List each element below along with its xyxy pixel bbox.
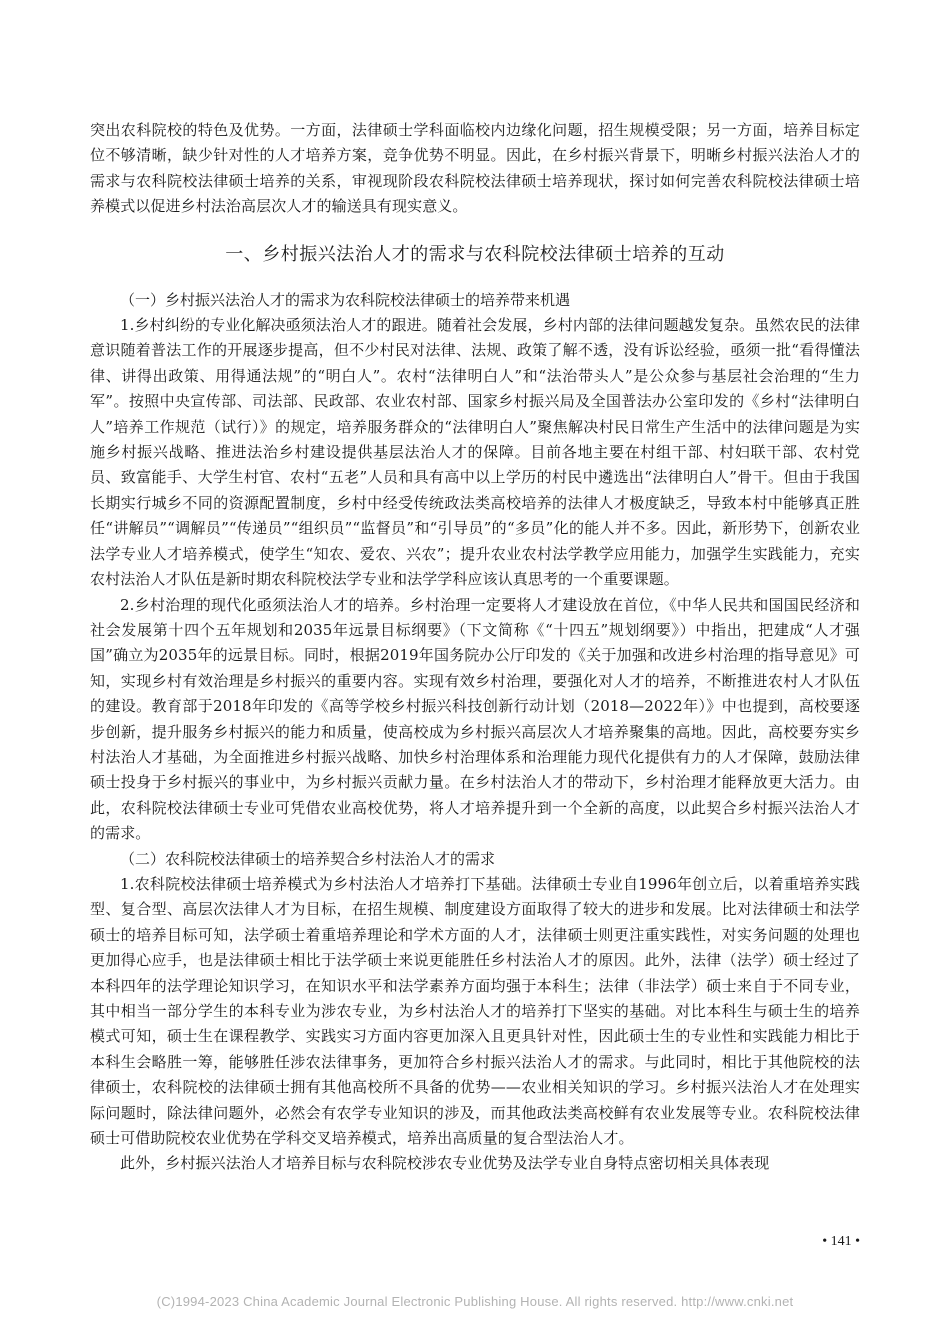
copyright-footer: (C)1994-2023 China Academic Journal Electronic Publishing House. All rights reserved. http://www.cnki.net — [156, 1294, 794, 1309]
article-body — [90, 118, 860, 1177]
subsection-heading-1: （一）乡村振兴法治人才的需求为农科院校法律硕士的培养带来机遇 — [120, 290, 571, 309]
paragraph-rural-governance: 2.乡村治理的现代化亟须法治人才的培养。乡村治理一定要将人才建设放在首位，《中华人民共和国国民经济和社会发展第十四个五年规划和2035年远景目标纲要》（下文简称《“十四五”规划纲要》）中指出，把建成“人才强国”确立为2035年的远景目标。同时，根据2019年国务院办公厅印发的《关于加强和改进乡村治理的指导意见》可知，实现乡村有效治理是乡村振兴的重要内容。实现有效乡村治理，要强化对人才的培养，不断推进农村人才队伍的建设。教育部于2018年印发的《高等学校乡村振兴科技创新行动计划（2018—2022年）》中也提到，高校要逐步创新，提升服务乡村振兴的能力和质量，使高校成为乡村振兴高层次人才培养聚集的高地。因此，高校要夯实乡村法治人才基础，为全面推进乡村振兴战略、加快乡村治理体系和治理能力现代化提供有力的人才保障，鼓励法律硕士投身于乡村振兴的事业中，为乡村振兴贡献力量。在乡村法治人才的带动下，乡村治理才能释放更大活力。由此，农科院校法律硕士专业可凭借农业高校优势，将人才培养提升到一个全新的高度，以此契合乡村振兴法治人才的需求。 — [90, 595, 860, 843]
section-title: 一、乡村振兴法治人才的需求与农科院校法律硕士培养的互动 — [225, 243, 725, 265]
subsection-heading-2: （二）农科院校法律硕士的培养契合乡村法治人才的需求 — [120, 849, 496, 868]
paragraph-moreover: 此外，乡村振兴法治人才培养目标与农科院校涉农专业优势及法学专业自身特点密切相关具体表现 — [120, 1154, 770, 1173]
intro-paragraph: 突出农科院校的特色及优势。一方面，法律硕士学科面临校内边缘化问题，招生规模受限；另一方面，培养目标定位不够清晰，缺少针对性的人才培养方案，竞争优势不明显。因此，在乡村振兴背景下，明晰乡村振兴法治人才的需求与农科院校法律硕士培养的关系，审视现阶段农科院校法律硕士培养现状，探讨如何完善农科院校法律硕士培养模式以促进乡村法治高层次人才的输送具有现实意义。 — [90, 121, 860, 216]
paragraph-rural-disputes: 1.乡村纠纷的专业化解决亟须法治人才的跟进。随着社会发展，乡村内部的法律问题越发复杂。虽然农民的法律意识随着普法工作的开展逐步提高，但不少村民对法律、法规、政策了解不透，没有诉讼经验，亟须一批“看得懂法律、讲得出政策、用得通法规”的“明白人”。农村“法律明白人”和“法治带头人”是公众参与基层社会治理的“生力军”。按照中央宣传部、司法部、民政部、农业农村部、国家乡村振兴局及全国普法办公室印发的《乡村“法律明白人”培养工作规范（试行）》的规定，培养服务群众的“法律明白人”聚焦解决村民日常生产生活中的法律问题是为实施乡村振兴战略、推进法治乡村建设提供基层法治人才的保障。目前各地主要在村组干部、村妇联干部、农村党员、致富能手、大学生村官、农村“五老”人员和具有高中以上学历的村民中遴选出“法律明白人”骨干。但由于我国长期实行城乡不同的资源配置制度，乡村中经受传统政法类高校培养的法律人才极度缺乏，导致本村中能够真正胜任“讲解员”“调解员”“传递员”“组织员”“监督员”和“引导员”的“多员”化的能人并不多。因此，新形势下，创新农业法学专业人才培养模式，使学生“知农、爱农、兴农”；提升农业农村法学教学应用能力，加强学生实践能力，充实农村法治人才队伍是新时期农科院校法学专业和法学学科应该认真思考的一个重要课题。 — [90, 316, 860, 589]
page-number: • 141 • — [822, 1234, 860, 1249]
paragraph-training-model: 1.农科院校法律硕士培养模式为乡村法治人才培养打下基础。法律硕士专业自1996年创立后，以着重培养实践型、复合型、高层次法律人才为目标，在招生规模、制度建设方面取得了较大的进步和发展。比对法律硕士和法学硕士的培养目标可知，法学硕士着重培养理论和学术方面的人才，法律硕士则更注重实践性，对实务问题的处理也更加得心应手，也是法律硕士相比于法学硕士来说更能胜任乡村法治人才的原因。此外，法律（法学）硕士经过了本科四年的法学理论知识学习，在知识水平和法学素养方面均强于本科生；法律（非法学）硕士来自于不同专业，其中相当一部分学生的本科专业为涉农专业，为乡村法治人才的培养打下坚实的基础。对比本科生与硕士生的培养模式可知，硕士生在课程教学、实践实习方面内容更加深入且更具针对性，因此硕士生的专业性和实践能力相比于本科生会略胜一筹，能够胜任涉农法律事务，更加符合乡村振兴法治人才的需求。与此同时，相比于其他院校的法律硕士，农科院校的法律硕士拥有其他高校所不具备的优势——农业相关知识的学习。乡村振兴法治人才在处理实际问题时，除法律问题外，必然会有农学专业知识的涉及，而其他政法类高校鲜有农业发展等专业。农科院校法律硕士可借助院校农业优势在学科交叉培养模式，培养出高质量的复合型法治人才。 — [90, 874, 860, 1148]
